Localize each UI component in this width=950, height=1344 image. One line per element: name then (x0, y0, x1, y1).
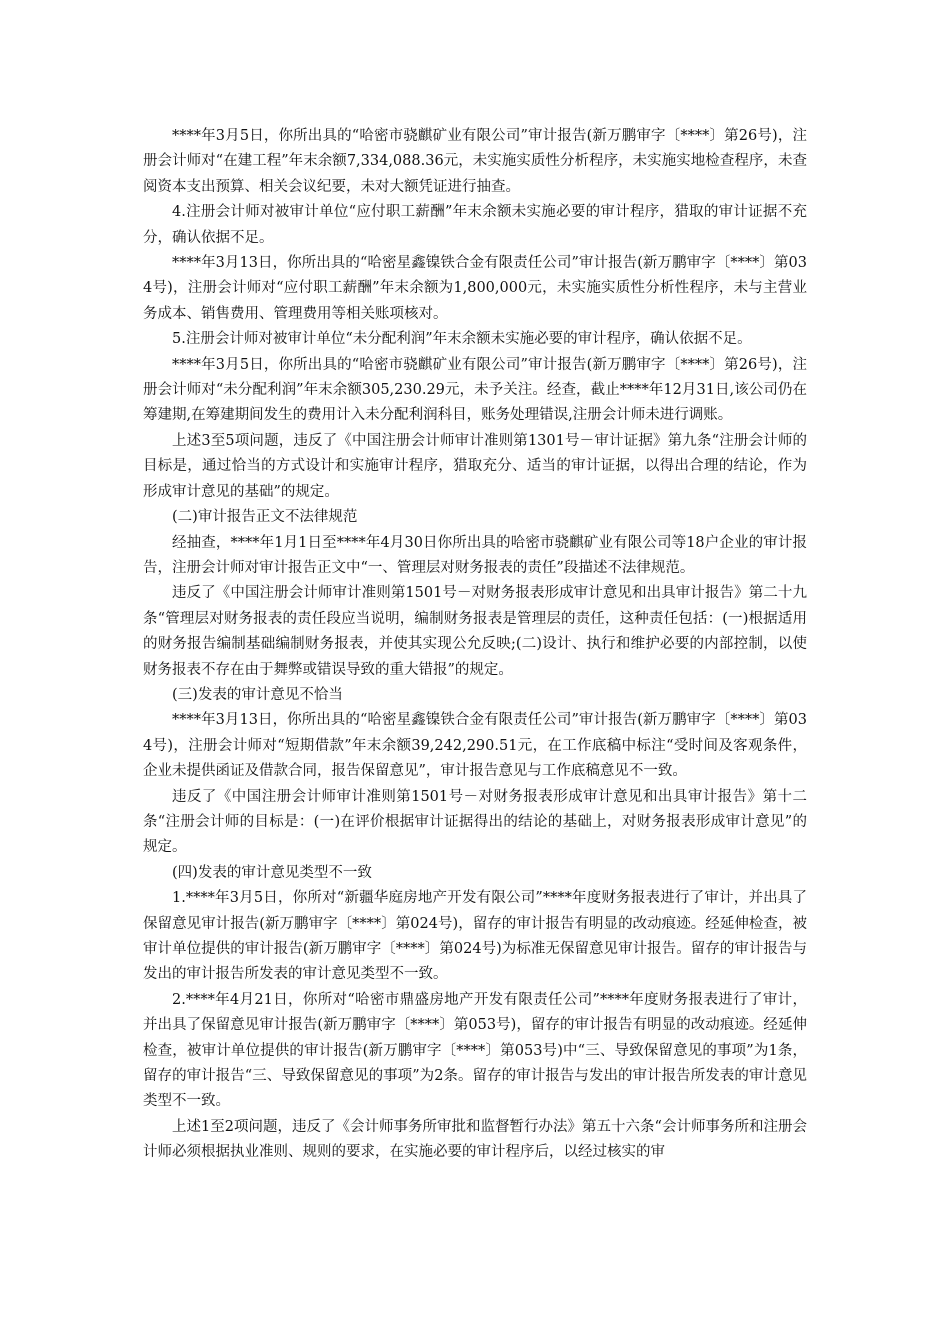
paragraph-item-5-heading: 5.注册会计师对被审计单位“未分配利润”年末余额未实施必要的审计程序，确认依据不足。 (172, 331, 752, 348)
paragraph-items-3-5-violation: 上述3至5项问题，违反了《中国注册会计师审计准则第1301号－审计证据》第九条“注册会计师的目标是，通过恰当的方式设计和实施审计程序，猎取充分、适当的审计证据，以得出合理的结论，作为形成审计意见的基础”的规定。 (143, 432, 807, 500)
paragraph-payroll-payable: ****年3月13日，你所出具的“哈密星鑫镍铁合金有限责任公司”审计报告(新万鹏审字〔****〕第034号)，注册会计师对“应付职工薪酬”年末余额为1,800,000元，未实施实质性分析性程序，未与主营业务成本、销售费用、管理费用等相关账项核对。 (143, 255, 807, 322)
paragraph-report-text-spot-check: 经抽查，****年1月1日至****年4月30日你所出具的哈密市骁麒矿业有限公司等18户企业的审计报告，注册会计师对审计报告正文中“一、管理层对财务报表的责任”段描述不法律规范。 (143, 534, 807, 576)
section-heading-2: (二)审计报告正文不法律规范 (172, 509, 358, 526)
paragraph-short-term-loans: ****年3月13日，你所出具的“哈密星鑫镍铁合金有限责任公司”审计报告(新万鹏审字〔****〕第034号)，注册会计师对“短期借款”年末余额39,242,290.51元，在工作底稿中标注“受时间及客观条件，企业未提供函证及借款合同，报告保留意见”，审计报告意见与工作底稿意见不一致。 (143, 712, 807, 780)
paragraph-undistributed-profit: ****年3月5日，你所出具的“哈密市骁麒矿业有限公司”审计报告(新万鹏审字〔****〕第26号)，注册会计师对“未分配利润”年末余额305,230.29元，未予关注。经查，截止****年12月31日,该公司仍在筹建期,在筹建期间发生的费用计入未分配利润科目，账务处理错误,注册会计师未进行调账。 (143, 356, 807, 424)
section-heading-3: (三)发表的审计意见不恰当 (172, 686, 343, 703)
paragraph-construction-in-progress: ****年3月5日，你所出具的“哈密市骁麒矿业有限公司”审计报告(新万鹏审字〔****〕第26号)，注册会计师对“在建工程”年末余额7,334,088.36元，未实施实质性分析程序，未实施实地检查程序，未查阅资本支出预算、相关会议纪要，未对大额凭证进行抽查。 (143, 128, 807, 195)
section-heading-4: (四)发表的审计意见类型不一致 (172, 864, 372, 881)
paragraph-items-1-2-violation: 上述1至2项问题，违反了《会计师事务所审批和监督暂行办法》第五十六条“会计师事务所和注册会计师必须根据执业准则、规则的要求，在实施必要的审计程序后，以经过核实的审 (143, 1118, 807, 1161)
paragraph-huating-report: 1.****年3月5日，你所对“新疆华庭房地产开发有限公司”****年度财务报表进行了审计，并出具了保留意见审计报告(新万鹏审字〔****〕第024号)，留存的审计报告有明显的改动痕迹。经延伸检查，被审计单位提供的审计报告(新万鹏审字〔****〕第024号)为标准无保留意见审计报告。留存的审计报告与发出的审计报告所发表的审计意见类型不一致。 (143, 890, 807, 983)
paragraph-standard-1501-article-12: 违反了《中国注册会计师审计准则第1501号－对财务报表形成审计意见和出具审计报告》第十二条“注册会计师的目标是：(一)在评价根据审计证据得出的结论的基础上，对财务报表形成审计意见”的规定。 (143, 788, 807, 856)
paragraph-item-4-heading: 4.注册会计师对被审计单位“应付职工薪酬”年末余额未实施必要的审计程序，猎取的审计证据不充分，确认依据不足。 (143, 204, 807, 246)
document-body (143, 124, 807, 1166)
paragraph-standard-1501-article-29: 违反了《中国注册会计师审计准则第1501号－对财务报表形成审计意见和出具审计报告》第二十九条“管理层对财务报表的责任段应当说明，编制财务报表是管理层的责任，这种责任包括：(一)根据适用的财务报告编制基础编制财务报表，并使其实现公允反映;(二)设计、执行和维护必要的内部控制，以使财务报表不存在由于舞弊或错误导致的重大错报”的规定。 (143, 585, 807, 678)
paragraph-dingsheng-report: 2.****年4月21日，你所对“哈密市鼎盛房地产开发有限责任公司”****年度财务报表进行了审计，并出具了保留意见审计报告(新万鹏审字〔****〕第053号)，留存的审计报告有明显的改动痕迹。经延伸检查，被审计单位提供的审计报告(新万鹏审字〔****〕第053号)中“三、导致保留意见的事项”为1条，留存的审计报告“三、导致保留意见的事项”为2条。留存的审计报告与发出的审计报告所发表的审计意见类型不一致。 (143, 991, 807, 1110)
